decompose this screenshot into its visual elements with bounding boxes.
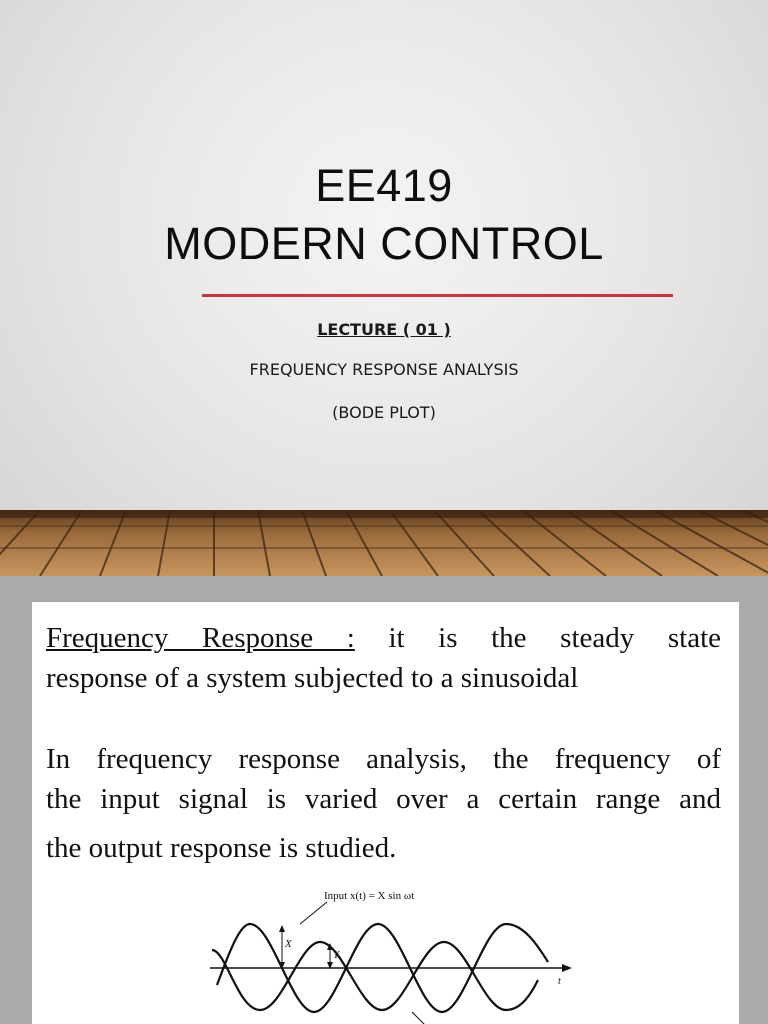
lecture-subtopic: (BODE PLOT) bbox=[332, 403, 436, 422]
output-label-leader bbox=[412, 1012, 430, 1024]
input-label: Input x(t) = X sin ωt bbox=[324, 890, 415, 902]
analysis-conclusion: the output response is studied. bbox=[46, 832, 397, 864]
output-wave bbox=[212, 942, 538, 1010]
input-label-leader bbox=[300, 902, 327, 924]
analysis-line2: the input signal is varied over a certain range and bbox=[46, 783, 721, 815]
course-title: MODERN CONTROL bbox=[164, 218, 604, 269]
content-slide bbox=[32, 602, 739, 1024]
lecture-number: LECTURE ( 01 ) bbox=[317, 320, 451, 339]
t-axis-label: t bbox=[558, 976, 561, 987]
definition-text-line2: response of a system subjected to a sinusoidal bbox=[46, 662, 579, 694]
x-amplitude-label: X bbox=[285, 938, 292, 950]
definition-text: it is the steady state bbox=[354, 622, 721, 654]
wood-floor-image bbox=[0, 510, 768, 576]
frequency-response-definition bbox=[46, 618, 721, 698]
analysis-line1: In frequency response analysis, the frequency of bbox=[46, 743, 721, 775]
analysis-paragraph bbox=[46, 739, 721, 819]
sinusoid-figure bbox=[202, 880, 602, 1024]
lecture-topic: FREQUENCY RESPONSE ANALYSIS bbox=[249, 360, 519, 379]
course-code: EE419 bbox=[315, 160, 453, 211]
definition-term: Frequency Response : bbox=[46, 622, 355, 654]
y-amplitude-label: Y bbox=[333, 949, 340, 961]
title-divider bbox=[202, 294, 673, 297]
time-axis-arrow bbox=[562, 964, 572, 972]
